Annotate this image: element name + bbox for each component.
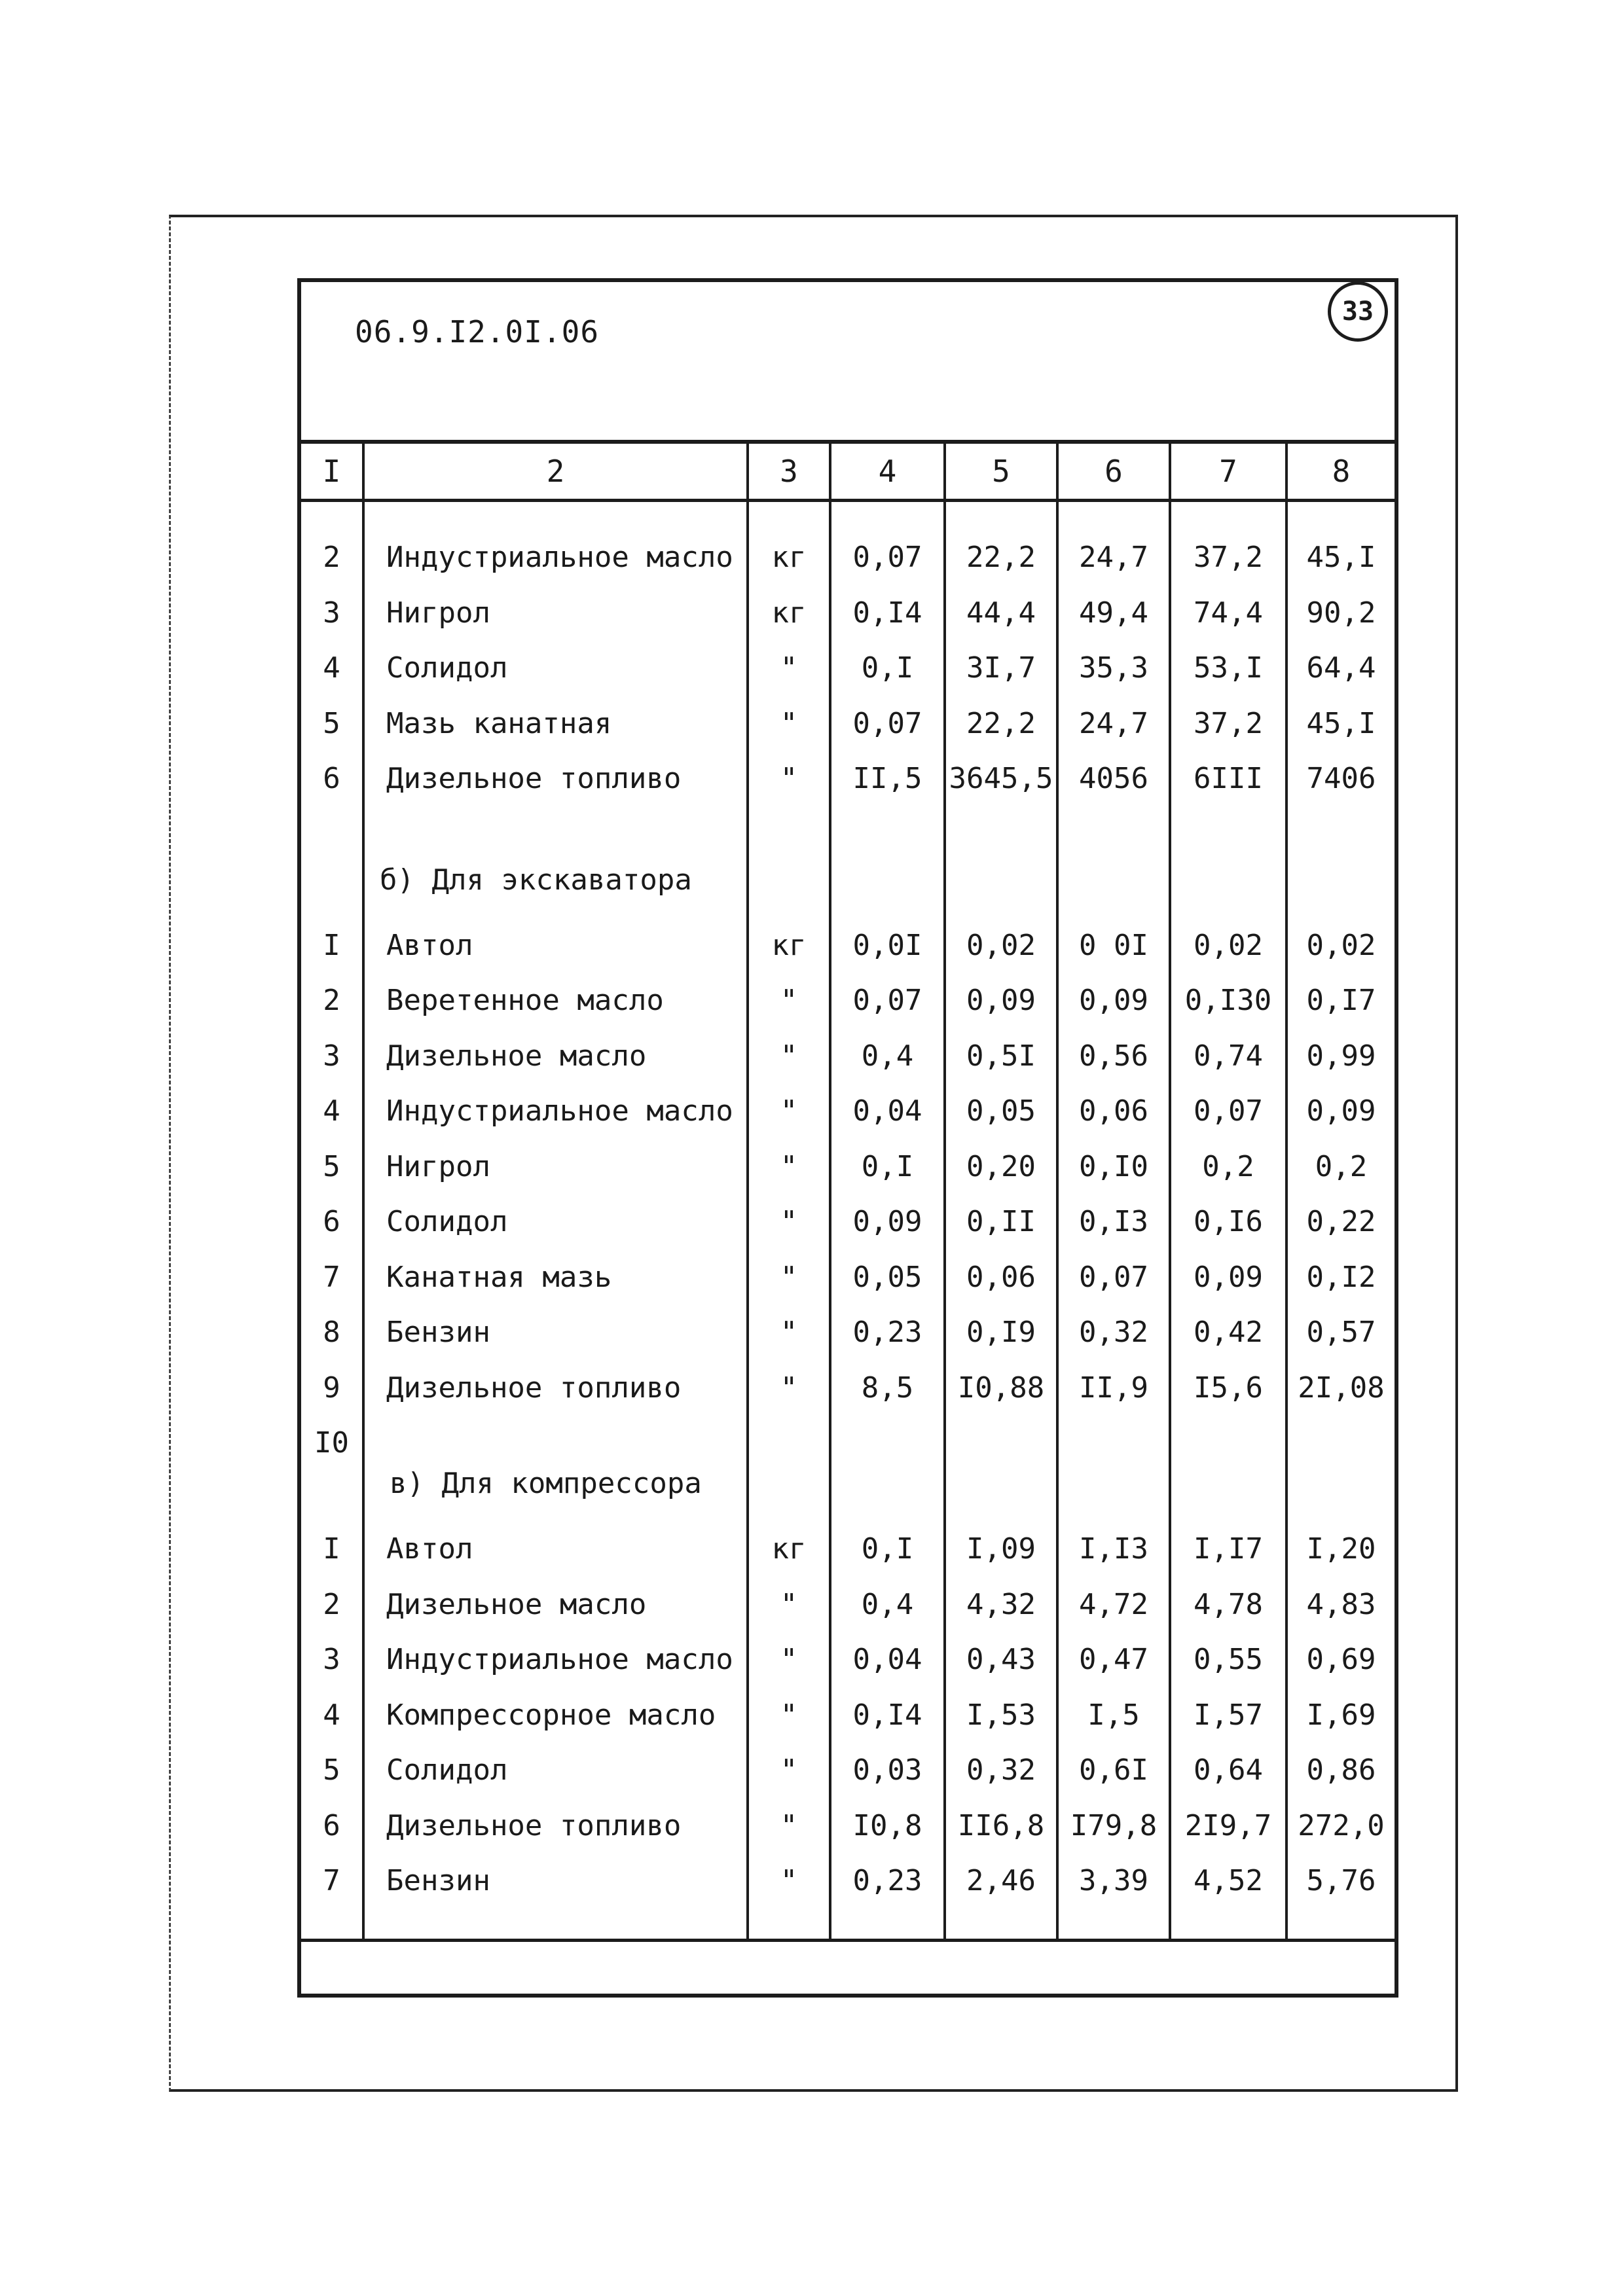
header-divider: [297, 440, 1398, 444]
item-name: Индустриальное масло: [386, 1094, 733, 1128]
value-col-4: 0,23: [852, 1316, 922, 1349]
value-col-6: 0,07: [1079, 1260, 1148, 1294]
value-col-5: 0,02: [966, 928, 1036, 962]
item-name: Нигрол: [386, 1149, 490, 1183]
value-col-5: 0,43: [966, 1643, 1036, 1676]
value-col-4: 0,04: [852, 1643, 922, 1676]
unit: ": [780, 762, 798, 795]
item-name: Бензин: [386, 1864, 490, 1897]
value-col-8: 0,2: [1315, 1149, 1368, 1183]
unit: кг: [771, 928, 807, 962]
value-col-7: I,57: [1194, 1698, 1263, 1732]
footer-divider: [297, 1939, 1398, 1942]
value-col-6: 0,56: [1079, 1039, 1148, 1073]
row-number: 7: [323, 1864, 340, 1897]
column-header: 2: [546, 454, 565, 489]
value-col-4: 0,03: [852, 1753, 922, 1787]
value-col-6: II,9: [1079, 1371, 1148, 1405]
unit: ": [780, 1698, 798, 1732]
value-col-4: 0,I: [861, 1532, 914, 1566]
unit: ": [780, 984, 798, 1017]
value-col-8: I,69: [1306, 1698, 1376, 1732]
row-number: 3: [323, 1643, 340, 1676]
value-col-7: 0,55: [1194, 1643, 1263, 1676]
row-number: 3: [323, 596, 340, 630]
value-col-8: 45,I: [1306, 706, 1376, 740]
unit: ": [780, 1316, 798, 1349]
value-col-6: I79,8: [1070, 1808, 1158, 1842]
value-col-5: I,09: [966, 1532, 1036, 1566]
row-number: 6: [323, 1808, 340, 1842]
column-header: 4: [878, 454, 897, 489]
value-col-5: 0,32: [966, 1753, 1036, 1787]
value-col-8: 64,4: [1306, 651, 1376, 685]
value-col-5: I0,88: [957, 1371, 1045, 1405]
unit: ": [780, 1260, 798, 1294]
column-header: I: [322, 454, 341, 489]
value-col-8: 45,I: [1306, 541, 1376, 574]
unit: [748, 1424, 830, 1463]
value-col-8: 0,69: [1306, 1643, 1376, 1676]
value-col-6: 0,6I: [1079, 1753, 1148, 1787]
item-name: Автол: [386, 928, 473, 962]
item-name: Дизельное топливо: [386, 1371, 682, 1405]
value-col-4: 0,07: [852, 706, 922, 740]
row-number: I: [323, 1532, 340, 1566]
column-header: 3: [780, 454, 798, 489]
value-col-7: 37,2: [1194, 706, 1263, 740]
value-col-8: 0,09: [1306, 1094, 1376, 1128]
value-col-5: 22,2: [966, 706, 1036, 740]
unit: ": [780, 1039, 798, 1073]
item-name: Индустриальное масло: [386, 541, 733, 574]
value-col-4: 0,I4: [852, 596, 922, 630]
value-col-7: 0,42: [1194, 1316, 1263, 1349]
page-number: 33: [1341, 296, 1374, 327]
value-col-7: [1170, 1424, 1286, 1463]
row-number: 2: [323, 541, 340, 574]
value-col-5: 0,05: [966, 1094, 1036, 1128]
value-col-7: 0,64: [1194, 1753, 1263, 1787]
value-col-5: 0,5I: [966, 1039, 1036, 1073]
value-col-5: 4,32: [966, 1587, 1036, 1621]
value-col-4: 0,23: [852, 1864, 922, 1897]
value-col-6: 3,39: [1079, 1864, 1148, 1897]
value-col-4: 0,4: [861, 1039, 914, 1073]
value-col-4: 0,04: [852, 1094, 922, 1128]
value-col-8: 0,99: [1306, 1039, 1376, 1073]
item-name: Дизельное масло: [386, 1587, 647, 1621]
value-col-6: 4,72: [1079, 1587, 1148, 1621]
value-col-6: 0,I0: [1079, 1149, 1148, 1183]
value-col-5: 44,4: [966, 596, 1036, 630]
value-col-6: 0,09: [1079, 984, 1148, 1017]
item-name: Мазь канатная: [386, 706, 612, 740]
value-col-4: 0,I: [861, 651, 914, 685]
value-col-4: I0,8: [852, 1808, 922, 1842]
value-col-5: II6,8: [957, 1808, 1045, 1842]
row-number: 4: [323, 1698, 340, 1732]
item-name: Дизельное топливо: [386, 762, 682, 795]
value-col-6: 0,47: [1079, 1643, 1148, 1676]
unit: ": [780, 1753, 798, 1787]
unit: ": [780, 1643, 798, 1676]
value-col-6: 0 0I: [1079, 928, 1148, 962]
section-title: в) Для компрессора: [390, 1467, 702, 1500]
value-col-8: 0,22: [1306, 1205, 1376, 1238]
value-col-8: 7406: [1306, 762, 1376, 795]
row-number: 5: [323, 1149, 340, 1183]
value-col-4: 0,0I: [852, 928, 922, 962]
value-col-5: 0,06: [966, 1260, 1036, 1294]
row-number: 5: [323, 1753, 340, 1787]
value-col-7: 53,I: [1194, 651, 1263, 685]
value-col-5: 2,46: [966, 1864, 1036, 1897]
item-name: [386, 1424, 744, 1463]
value-col-7: 6III: [1194, 762, 1263, 795]
document-code: 06.9.I2.0I.06: [355, 314, 600, 350]
value-col-6: 0,I3: [1079, 1205, 1148, 1238]
value-col-7: 37,2: [1194, 541, 1263, 574]
unit: ": [780, 1864, 798, 1897]
value-col-6: 24,7: [1079, 706, 1148, 740]
value-col-8: 0,I2: [1306, 1260, 1376, 1294]
value-col-5: 0,I9: [966, 1316, 1036, 1349]
item-name: Бензин: [386, 1316, 490, 1349]
value-col-7: 0,2: [1202, 1149, 1254, 1183]
item-name: Индустриальное масло: [386, 1643, 733, 1676]
value-col-7: 0,I6: [1194, 1205, 1263, 1238]
unit: ": [780, 1205, 798, 1238]
unit: ": [780, 1371, 798, 1405]
value-col-8: 0,86: [1306, 1753, 1376, 1787]
value-col-8: 5,76: [1306, 1864, 1376, 1897]
value-col-8: 272,0: [1298, 1808, 1385, 1842]
value-col-7: 0,07: [1194, 1094, 1263, 1128]
column-header: 6: [1104, 454, 1123, 489]
value-col-5: 0,20: [966, 1149, 1036, 1183]
value-col-7: I,I7: [1194, 1532, 1263, 1566]
column-header-divider: [297, 499, 1398, 502]
row-number: 6: [323, 1205, 340, 1238]
unit: ": [780, 706, 798, 740]
value-col-8: [1286, 1424, 1396, 1463]
value-col-7: 0,09: [1194, 1260, 1263, 1294]
value-col-8: 2I,08: [1298, 1371, 1385, 1405]
row-number: 6: [323, 762, 340, 795]
row-number: 4: [323, 1094, 340, 1128]
unit: кг: [771, 1532, 807, 1566]
item-name: Дизельное топливо: [386, 1808, 682, 1842]
row-number: 4: [323, 651, 340, 685]
unit: ": [780, 1808, 798, 1842]
value-col-6: 4056: [1079, 762, 1148, 795]
unit: кг: [771, 596, 807, 630]
value-col-4: 0,05: [852, 1260, 922, 1294]
value-col-8: 90,2: [1306, 596, 1376, 630]
value-col-4: [830, 1424, 945, 1463]
value-col-4: 8,5: [861, 1371, 914, 1405]
value-col-8: 0,I7: [1306, 984, 1376, 1017]
value-col-8: 0,02: [1306, 928, 1376, 962]
item-name: Веретенное масло: [386, 984, 664, 1017]
unit: кг: [771, 541, 807, 574]
value-col-4: 0,I4: [852, 1698, 922, 1732]
unit: ": [780, 1587, 798, 1621]
unit: ": [780, 1149, 798, 1183]
value-col-4: 0,I: [861, 1149, 914, 1183]
section-title: б) Для экскаватора: [380, 863, 692, 897]
value-col-7: 0,74: [1194, 1039, 1263, 1073]
value-col-5: [945, 1424, 1057, 1463]
document-sheet: [297, 278, 1398, 1998]
value-col-6: I,5: [1087, 1698, 1140, 1732]
value-col-5: 22,2: [966, 541, 1036, 574]
value-col-8: 0,57: [1306, 1316, 1376, 1349]
unit: ": [780, 1094, 798, 1128]
value-col-4: 0,4: [861, 1587, 914, 1621]
value-col-4: II,5: [852, 762, 922, 795]
value-col-6: I,I3: [1079, 1532, 1148, 1566]
value-col-7: I5,6: [1194, 1371, 1263, 1405]
value-col-5: 3I,7: [966, 651, 1036, 685]
value-col-6: 0,06: [1079, 1094, 1148, 1128]
value-col-7: 74,4: [1194, 596, 1263, 630]
row-number: I: [323, 928, 340, 962]
column-header: 5: [992, 454, 1010, 489]
value-col-4: 0,07: [852, 541, 922, 574]
item-name: Солидол: [386, 651, 508, 685]
item-name: Дизельное масло: [386, 1039, 647, 1073]
item-name: Компрессорное масло: [386, 1698, 716, 1732]
item-name: Нигрол: [386, 596, 490, 630]
value-col-5: 3645,5: [949, 762, 1053, 795]
row-number: I0: [314, 1426, 349, 1460]
row-number: 2: [323, 984, 340, 1017]
row-number: 2: [323, 1587, 340, 1621]
item-name: Солидол: [386, 1753, 508, 1787]
item-name: Канатная мазь: [386, 1260, 612, 1294]
value-col-5: I,53: [966, 1698, 1036, 1732]
value-col-7: 2I9,7: [1184, 1808, 1272, 1842]
value-col-7: 0,I30: [1184, 984, 1272, 1017]
value-col-6: 24,7: [1079, 541, 1148, 574]
row-number: 7: [323, 1260, 340, 1294]
value-col-6: [1057, 1424, 1170, 1463]
value-col-7: 4,78: [1194, 1587, 1263, 1621]
value-col-4: 0,09: [852, 1205, 922, 1238]
column-header: 7: [1219, 454, 1237, 489]
page-number-badge: [1328, 281, 1388, 342]
value-col-5: 0,II: [966, 1205, 1036, 1238]
value-col-6: 35,3: [1079, 651, 1148, 685]
row-number: 3: [323, 1039, 340, 1073]
value-col-7: 0,02: [1194, 928, 1263, 962]
value-col-5: 0,09: [966, 984, 1036, 1017]
value-col-4: 0,07: [852, 984, 922, 1017]
row-number: 9: [323, 1371, 340, 1405]
value-col-6: 49,4: [1079, 596, 1148, 630]
value-col-8: 4,83: [1306, 1587, 1376, 1621]
value-col-8: I,20: [1306, 1532, 1376, 1566]
column-header: 8: [1332, 454, 1351, 489]
value-col-6: 0,32: [1079, 1316, 1148, 1349]
unit: ": [780, 651, 798, 685]
value-col-7: 4,52: [1194, 1864, 1263, 1897]
item-name: Автол: [386, 1532, 473, 1566]
item-name: Солидол: [386, 1205, 508, 1238]
row-number: 5: [323, 706, 340, 740]
row-number: 8: [323, 1316, 340, 1349]
